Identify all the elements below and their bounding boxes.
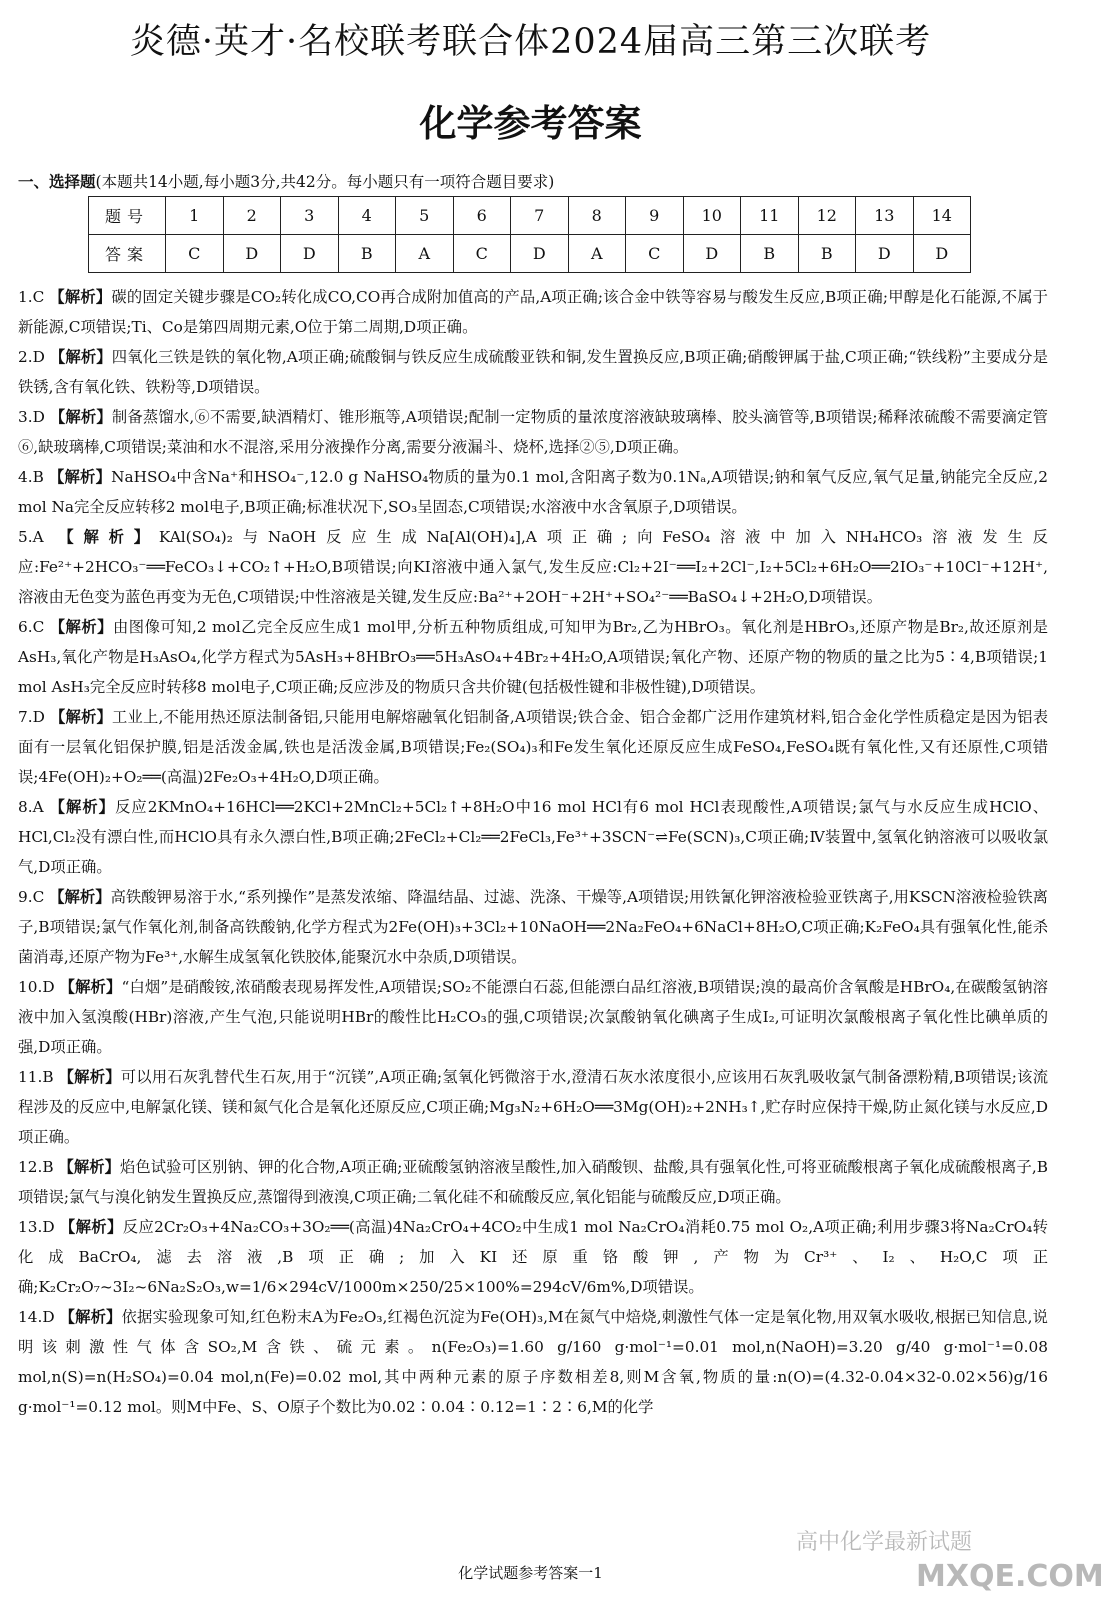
item-text: 反应2KMnO₄+16HCl══2KCl+2MnCl₂+5Cl₂↑+8H₂O中16 mol HCl有6 mol HCl表现酸性,A项错误;氯气与水反应生成HClO、HCl,Cl₂没有漂白性,而HClO具有永久漂白性,B项正确;2FeCl₂+Cl₂══2FeCl₃,Fe³⁺+3SCN⁻⇌Fe(SCN)₃,C项正确;Ⅳ装置中,氢氧化钠溶液可以吸收氯气,D项正确。 <box>18 798 1048 876</box>
explanation-item <box>18 282 1048 342</box>
answer-cell: A <box>568 235 626 273</box>
item-head: 6.C <box>18 618 45 636</box>
item-text: 制备蒸馏水,⑥不需要,缺酒精灯、锥形瓶等,A项错误;配制一定物质的量浓度溶液缺玻璃棒、胶头滴管等,B项错误;稀释浓硫酸不需要滴定管⑥,缺玻璃棒,C项错误;菜油和水不混溶,采用分液操作分离,需要分液漏斗、烧杯,选择②⑤,D项正确。 <box>18 408 1048 456</box>
question-number: 4 <box>338 197 396 235</box>
question-number: 5 <box>396 197 454 235</box>
item-head: 3.D <box>18 408 45 426</box>
analysis-tag: 【解析】 <box>49 708 112 726</box>
explanation-item <box>18 342 1048 402</box>
item-head: 1.C <box>18 288 45 306</box>
explanation-item <box>18 1302 1048 1422</box>
analysis-tag: 【解析】 <box>48 468 112 486</box>
explanation-item <box>18 972 1048 1062</box>
analysis-tag: 【解析】 <box>59 978 122 996</box>
item-text: 工业上,不能用热还原法制备铝,只能用电解熔融氧化铝制备,A项错误;铁合金、铝合金都广泛用作建筑材料,铝合金化学性质稳定是因为铝表面有一层氧化铝保护膜,铝是活泼金属,铁也是活泼金属,B项错误;Fe₂(SO₄)₃和Fe发生氧化还原反应生成FeSO₄,FeSO₄既有氧化性,又有还原性,C项错误;4Fe(OH)₂+O₂══(高温)2Fe₂O₃+4H₂O,D项正确。 <box>18 708 1048 786</box>
explanation-list <box>18 282 1048 1422</box>
analysis-tag: 【解析】 <box>58 1158 120 1176</box>
question-number: 12 <box>798 197 856 235</box>
item-text: 焰色试验可区别钠、钾的化合物,A项正确;亚硫酸氢钠溶液呈酸性,加入硝酸钡、盐酸,具有强氧化性,可将亚硫酸根离子氧化成硫酸根离子,B项错误;氯气与溴化钠发生置换反应,蒸馏得到液溴,C项正确;二氧化硅不和硫酸反应,氧化铝能与硫酸反应,D项正确。 <box>18 1158 1048 1206</box>
explanation-item <box>18 522 1048 612</box>
answer-cell: C <box>626 235 684 273</box>
answer-cell: A <box>396 235 454 273</box>
item-text: “白烟”是硝酸铵,浓硝酸表现易挥发性,A项错误;SO₂不能漂白石蕊,但能漂白品红溶液,B项错误;溴的最高价含氧酸是HBrO₄,在碳酸氢钠溶液中加入氢溴酸(HBr)溶液,产生气泡,只能说明HBr的酸性比H₂CO₃的强,C项错误;次氯酸钠氧化碘离子生成I₂,可证明次氯酸根离子氧化性比碘单质的强,D项正确。 <box>18 978 1048 1056</box>
question-number: 7 <box>511 197 569 235</box>
answer-cell: C <box>166 235 224 273</box>
item-text: 高铁酸钾易溶于水,“系列操作”是蒸发浓缩、降温结晶、过滤、洗涤、干燥等,A项错误;用铁氰化钾溶液检验亚铁离子,用KSCN溶液检验铁离子,B项错误;氯气作氧化剂,制备高铁酸钠,化学方程式为2Fe(OH)₃+3Cl₂+10NaOH══2Na₂FeO₄+6NaCl+8H₂O,C项正确;K₂FeO₄具有强氧化性,能杀菌消毒,还原产物为Fe³⁺,水解生成氢氧化铁胶体,能聚沉水中杂质,D项错误。 <box>18 888 1048 966</box>
item-text: KAl(SO₄)₂与NaOH反应生成Na[Al(OH)₄],A项正确;向FeSO₄溶液中加入NH₄HCO₃溶液发生反应:Fe²⁺+2HCO₃⁻══FeCO₃↓+CO₂↑+H₂O,B项错误;向KI溶液中通入氯气,发生反应:Cl₂+2I⁻══I₂+2Cl⁻,I₂+5Cl₂+6H₂O══2IO₃⁻+10Cl⁻+12H⁺,溶液由无色变为蓝色再变为无色,C项错误;中性溶液是关键,发生反应:Ba²⁺+2OH⁻+2H⁺+SO₄²⁻══BaSO₄↓+2H₂O,D项错误。 <box>18 528 1048 606</box>
document-title: 炎德·英才·名校联考联合体2024届高三第三次联考 <box>129 22 932 62</box>
item-text: 反应2Cr₂O₃+4Na₂CO₃+3O₂══(高温)4Na₂CrO₄+4CO₂中生成1 mol Na₂CrO₄消耗0.75 mol O₂,A项正确;利用步骤3将Na₂CrO₄转化成BaCrO₄,滤去溶液,B项正确;加入KI还原重铬酸钾,产物为Cr³⁺、I₂、H₂O,C项正确;K₂Cr₂O₇~3I₂~6Na₂S₂O₃,w=1/6×294cV/1000m×250/25×100%=294cV/6m%,D项错误。 <box>18 1218 1048 1296</box>
question-number: 14 <box>913 197 971 235</box>
item-head: 14.D <box>18 1308 55 1326</box>
document-subtitle: 化学参考答案 <box>419 102 642 145</box>
section-description: (本题共14小题,每小题3分,共42分。每小题只有一项符合题目要求) <box>95 173 555 191</box>
number-row-header: 题号 <box>89 197 166 235</box>
explanation-item <box>18 402 1048 462</box>
item-text: 由图像可知,2 mol乙完全反应生成1 mol甲,分析五种物质组成,可知甲为Br₂,乙为HBrO₃。氧化剂是HBrO₃,还原产物是Br₂,故还原剂是AsH₃,氧化产物是H₃AsO₄,化学方程式为5AsH₃+8HBrO₃══5H₃AsO₄+4Br₂+4H₂O,A项错误;氧化产物、还原产物的物质的量之比为5∶4,B项错误;1 mol AsH₃完全反应时转移8 mol电子,C项正确;反应涉及的物质只含共价键(包括极性键和非极性键),D项错误。 <box>18 618 1048 696</box>
analysis-tag: 【解析】 <box>49 798 116 816</box>
analysis-tag: 【解析】 <box>49 348 112 366</box>
analysis-tag: 【解析】 <box>58 528 159 546</box>
analysis-tag: 【解析】 <box>49 288 112 306</box>
page-footer: 化学试题参考答案一1 <box>458 1564 603 1582</box>
watermark-logo <box>766 1515 1104 1595</box>
answer-cell: B <box>338 235 396 273</box>
question-number: 6 <box>453 197 511 235</box>
explanation-item <box>18 702 1048 792</box>
explanation-item <box>18 792 1048 882</box>
answer-cell: B <box>741 235 799 273</box>
item-head: 9.C <box>18 888 45 906</box>
answer-cell: D <box>856 235 914 273</box>
analysis-tag: 【解析】 <box>59 1218 123 1236</box>
answer-table-number-row <box>89 197 971 235</box>
item-head: 12.B <box>18 1158 54 1176</box>
answer-table-answer-row <box>89 235 971 273</box>
analysis-tag: 【解析】 <box>49 888 111 906</box>
explanation-item <box>18 1212 1048 1302</box>
question-number: 3 <box>281 197 339 235</box>
question-number: 10 <box>683 197 741 235</box>
answer-cell: D <box>913 235 971 273</box>
answer-row-header: 答案 <box>89 235 166 273</box>
question-number: 2 <box>223 197 281 235</box>
analysis-tag: 【解析】 <box>49 618 113 636</box>
question-number: 13 <box>856 197 914 235</box>
item-text: 依据实验现象可知,红色粉末A为Fe₂O₃,红褐色沉淀为Fe(OH)₃,M在氮气中焙烧,刺激性气体一定是氧化物,用双氧水吸收,根据已知信息,说明该刺激性气体含SO₂,M含铁、硫元素。n(Fe₂O₃)=1.60 g/160 g·mol⁻¹=0.01 mol,n(NaOH)=3.20 g/40 g·mol⁻¹=0.08 mol,n(S)=n(H₂SO₄)=0.04 mol,n(Fe)=0.02 mol,其中两种元素的原子序数相差8,则M含氧,物质的量:n(O)=(4.32-0.04×32-0.02×56)g/16 g·mol⁻¹=0.12 mol。则M中Fe、S、O原子个数比为0.02∶0.04∶0.12=1∶2∶6,M的化学 <box>18 1308 1048 1416</box>
answer-cell: B <box>798 235 856 273</box>
item-head: 8.A <box>18 798 44 816</box>
item-head: 5.A <box>18 528 44 546</box>
explanation-item <box>18 882 1048 972</box>
watermark-text: 高中化学最新试题 <box>796 1530 973 1555</box>
item-text: NaHSO₄中含Na⁺和HSO₄⁻,12.0 g NaHSO₄物质的量为0.1 mol,含阳离子数为0.1Nₐ,A项错误;钠和氧气反应,氧气足量,钠能完全反应,2 mol Na完全反应转移2 mol电子,B项正确;标准状况下,SO₃呈固态,C项错误;水溶液中水含氧原子,D项错误。 <box>18 468 1048 516</box>
item-head: 13.D <box>18 1218 55 1236</box>
section-heading <box>18 170 554 192</box>
watermark-site: MXQE.COM <box>916 1559 1104 1594</box>
item-head: 2.D <box>18 348 45 366</box>
explanation-item <box>18 612 1048 702</box>
answer-cell: C <box>453 235 511 273</box>
explanation-item <box>18 1152 1048 1212</box>
answer-cell: D <box>683 235 741 273</box>
explanation-item <box>18 462 1048 522</box>
explanation-item <box>18 1062 1048 1152</box>
item-head: 11.B <box>18 1068 54 1086</box>
item-head: 4.B <box>18 468 44 486</box>
answer-cell: D <box>511 235 569 273</box>
question-number: 9 <box>626 197 684 235</box>
item-text: 可以用石灰乳替代生石灰,用于“沉镁”,A项正确;氢氧化钙微溶于水,澄清石灰水浓度很小,应该用石灰乳吸收氯气制备漂粉精,B项错误;该流程涉及的反应中,电解氯化镁、镁和氮气化合是氧化还原反应,C项正确;Mg₃N₂+6H₂O══3Mg(OH)₂+2NH₃↑,贮存时应保持干燥,防止氮化镁与水反应,D项正确。 <box>18 1068 1048 1146</box>
section-label: 一、选择题 <box>18 173 96 191</box>
item-head: 10.D <box>18 978 55 996</box>
analysis-tag: 【解析】 <box>59 1308 122 1326</box>
item-text: 碳的固定关键步骤是CO₂转化成CO,CO再合成附加值高的产品,A项正确;该合金中铁等容易与酸发生反应,B项正确;甲醇是化石能源,不属于新能源,C项错误;Ti、Co是第四周期元素,O位于第二周期,D项正确。 <box>18 288 1048 336</box>
question-number: 8 <box>568 197 626 235</box>
analysis-tag: 【解析】 <box>58 1068 121 1086</box>
analysis-tag: 【解析】 <box>49 408 112 426</box>
question-number: 11 <box>741 197 799 235</box>
question-number: 1 <box>166 197 224 235</box>
answer-cell: D <box>223 235 281 273</box>
answer-cell: D <box>281 235 339 273</box>
item-text: 四氧化三铁是铁的氧化物,A项正确;硫酸铜与铁反应生成硫酸亚铁和铜,发生置换反应,B项正确;硝酸钾属于盐,C项正确;“铁线粉”主要成分是铁锈,含有氧化铁、铁粉等,D项错误。 <box>18 348 1048 396</box>
answer-table <box>88 196 971 273</box>
item-head: 7.D <box>18 708 45 726</box>
